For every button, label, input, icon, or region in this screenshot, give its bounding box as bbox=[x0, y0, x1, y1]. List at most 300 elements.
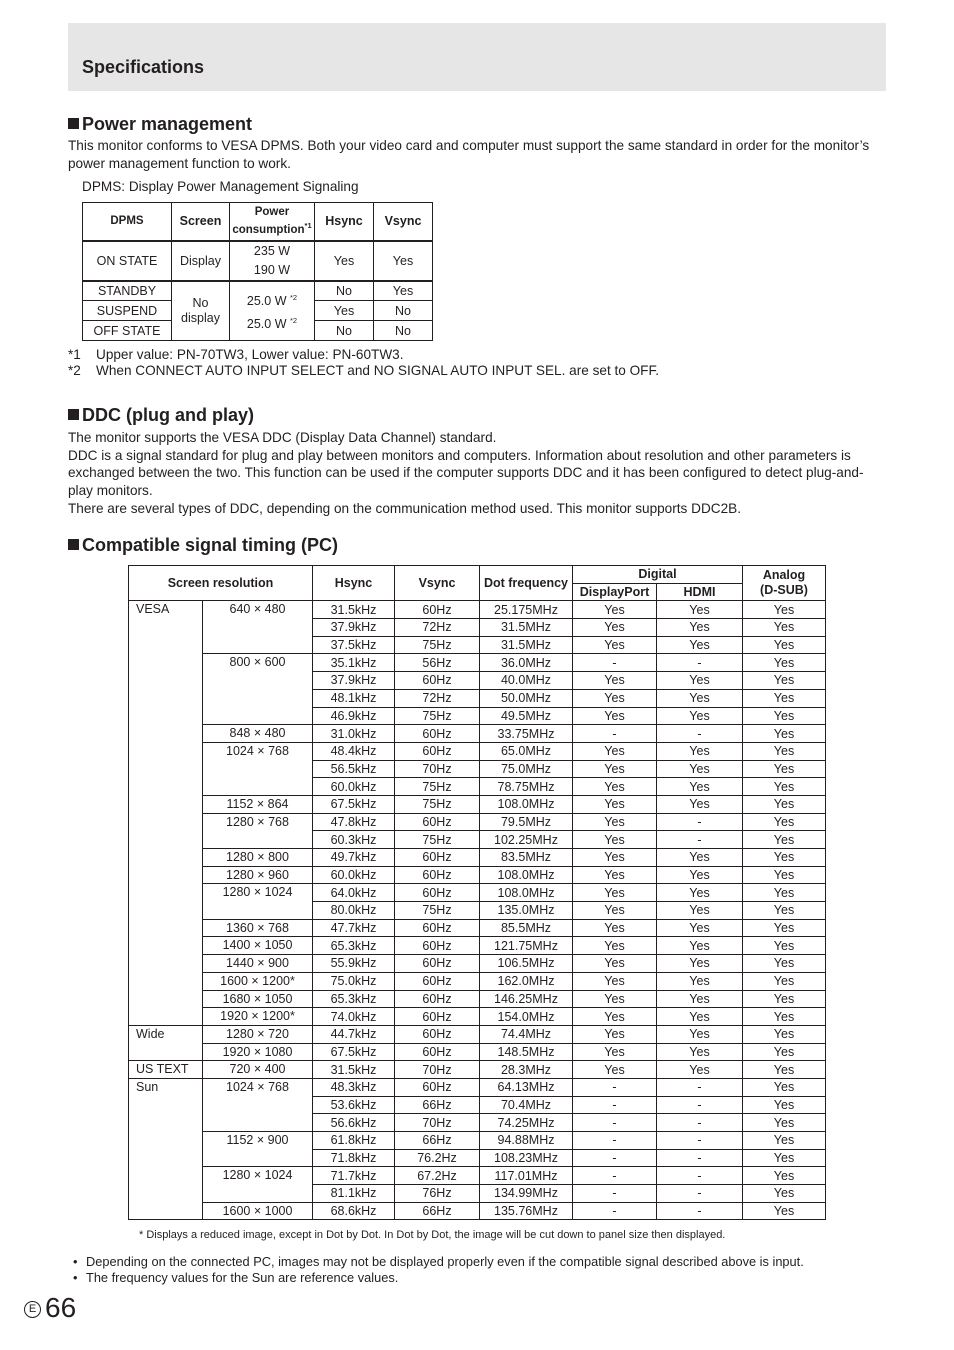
hdmi-cell: Yes bbox=[657, 795, 743, 813]
table-row bbox=[129, 1061, 826, 1079]
analog-cell: Yes bbox=[743, 654, 826, 672]
page-number: E 66 bbox=[24, 1292, 76, 1324]
hsync-cell: 31.0kHz bbox=[313, 725, 395, 743]
resolution-cell: 1152 × 900 bbox=[203, 1132, 313, 1167]
resolution-cell: 1280 × 1024 bbox=[203, 1167, 313, 1202]
table-row bbox=[129, 919, 826, 937]
signal-group-cell: Wide bbox=[129, 1025, 203, 1060]
no-display-cell: No display bbox=[172, 281, 230, 341]
hdmi-cell: Yes bbox=[657, 919, 743, 937]
hsync-cell: 46.9kHz bbox=[313, 707, 395, 725]
hdmi-cell: Yes bbox=[657, 1061, 743, 1079]
table-row bbox=[129, 725, 826, 743]
hdmi-cell: Yes bbox=[657, 601, 743, 619]
table-row bbox=[129, 1043, 826, 1061]
dot-frequency-cell: 135.76MHz bbox=[480, 1202, 573, 1220]
signal-group-cell: US TEXT bbox=[129, 1061, 203, 1079]
hsync-cell: 47.7kHz bbox=[313, 919, 395, 937]
displayport-cell: - bbox=[573, 1185, 657, 1203]
hsync-cell: 53.6kHz bbox=[313, 1096, 395, 1114]
square-bullet-icon bbox=[68, 539, 79, 550]
off-state-hsync: No bbox=[315, 321, 374, 341]
analog-cell: Yes bbox=[743, 1202, 826, 1220]
resolution-cell: 1600 × 1200* bbox=[203, 972, 313, 990]
ddc-body: The monitor supports the VESA DDC (Display Data Channel) standard. DDC is a signal standard for plug and play between monitors and computers. Information about resolution and other parameters is exchanged between the two. This function can be used if the computer supports DDC and it has been configured to detect plug-and-play monitors. There are several types of DDC, depending on the communication method used. This monitor supports DDC2B. bbox=[68, 430, 864, 516]
hdmi-cell: Yes bbox=[657, 902, 743, 920]
vsync-cell: 60Hz bbox=[395, 742, 480, 760]
hdmi-cell: - bbox=[657, 1132, 743, 1150]
hdmi-cell: - bbox=[657, 1078, 743, 1096]
on-state-screen: Display bbox=[172, 241, 230, 281]
dot-frequency-cell: 108.0MHz bbox=[480, 866, 573, 884]
hsync-cell: 67.5kHz bbox=[313, 1043, 395, 1061]
dot-frequency-cell: 146.25MHz bbox=[480, 990, 573, 1008]
analog-cell: Yes bbox=[743, 1114, 826, 1132]
table-row bbox=[129, 849, 826, 867]
hdmi-cell: Yes bbox=[657, 884, 743, 902]
hdmi-cell: Yes bbox=[657, 778, 743, 796]
footnote-1: *1 Upper value: PN-70TW3, Lower value: PN-60TW3. bbox=[68, 347, 404, 362]
displayport-cell: Yes bbox=[573, 1061, 657, 1079]
vsync-cell: 60Hz bbox=[395, 1025, 480, 1043]
analog-cell: Yes bbox=[743, 831, 826, 849]
displayport-cell: Yes bbox=[573, 778, 657, 796]
displayport-cell: Yes bbox=[573, 937, 657, 955]
resolution-cell: 1152 × 864 bbox=[203, 795, 313, 813]
displayport-cell: Yes bbox=[573, 990, 657, 1008]
displayport-cell: - bbox=[573, 1167, 657, 1185]
dot-frequency-cell: 49.5MHz bbox=[480, 707, 573, 725]
hsync-cell: 65.3kHz bbox=[313, 990, 395, 1008]
analog-cell: Yes bbox=[743, 778, 826, 796]
dot-frequency-cell: 121.75MHz bbox=[480, 937, 573, 955]
hsync-cell: 60.3kHz bbox=[313, 831, 395, 849]
on-state-hsync: Yes bbox=[315, 241, 374, 281]
resolution-cell: 800 × 600 bbox=[203, 654, 313, 725]
displayport-cell: Yes bbox=[573, 795, 657, 813]
vsync-cell: 72Hz bbox=[395, 619, 480, 637]
hdmi-cell: Yes bbox=[657, 849, 743, 867]
table-row bbox=[129, 937, 826, 955]
displayport-cell: - bbox=[573, 1149, 657, 1167]
resolution-cell: 1360 × 768 bbox=[203, 919, 313, 937]
on-state-power: 235 W 190 W bbox=[230, 241, 315, 281]
vsync-cell: 75Hz bbox=[395, 902, 480, 920]
table-row bbox=[129, 1202, 826, 1220]
table-row bbox=[129, 884, 826, 902]
vsync-cell: 60Hz bbox=[395, 813, 480, 831]
vsync-header: Vsync bbox=[395, 566, 480, 601]
hdmi-cell: - bbox=[657, 725, 743, 743]
hsync-cell: 37.9kHz bbox=[313, 672, 395, 690]
table-row bbox=[129, 742, 826, 760]
table-row bbox=[129, 1008, 826, 1026]
displayport-cell: Yes bbox=[573, 919, 657, 937]
vsync-cell: 70Hz bbox=[395, 760, 480, 778]
analog-cell: Yes bbox=[743, 866, 826, 884]
analog-cell: Yes bbox=[743, 725, 826, 743]
vsync-cell: 76.2Hz bbox=[395, 1149, 480, 1167]
hsync-cell: 31.5kHz bbox=[313, 1061, 395, 1079]
analog-cell: Yes bbox=[743, 884, 826, 902]
dpms-header: DPMS bbox=[83, 203, 172, 241]
resolution-header: Screen resolution bbox=[129, 566, 313, 601]
hdmi-cell: Yes bbox=[657, 742, 743, 760]
standby-label: STANDBY bbox=[83, 281, 172, 301]
vsync-cell: 60Hz bbox=[395, 866, 480, 884]
table-row bbox=[129, 1025, 826, 1043]
resolution-cell: 1024 × 768 bbox=[203, 742, 313, 795]
resolution-cell: 1280 × 720 bbox=[203, 1025, 313, 1043]
hdmi-cell: - bbox=[657, 654, 743, 672]
hsync-cell: 56.5kHz bbox=[313, 760, 395, 778]
dot-frequency-cell: 74.25MHz bbox=[480, 1114, 573, 1132]
dot-frequency-cell: 154.0MHz bbox=[480, 1008, 573, 1026]
hdmi-cell: Yes bbox=[657, 672, 743, 690]
dot-frequency-cell: 78.75MHz bbox=[480, 778, 573, 796]
vsync-cell: 75Hz bbox=[395, 707, 480, 725]
resolution-cell: 1280 × 960 bbox=[203, 866, 313, 884]
hdmi-cell: Yes bbox=[657, 866, 743, 884]
timing-heading: Compatible signal timing (PC) bbox=[68, 535, 338, 556]
hsync-cell: 61.8kHz bbox=[313, 1132, 395, 1150]
analog-cell: Yes bbox=[743, 619, 826, 637]
power-management-body: This monitor conforms to VESA DPMS. Both your video card and computer must support the same standard in order for the monitor’s power management function to work. bbox=[68, 138, 870, 171]
analog-cell: Yes bbox=[743, 1149, 826, 1167]
resolution-cell: 1680 × 1050 bbox=[203, 990, 313, 1008]
hsync-cell: 48.4kHz bbox=[313, 742, 395, 760]
dot-frequency-cell: 36.0MHz bbox=[480, 654, 573, 672]
dot-frequency-cell: 94.88MHz bbox=[480, 1132, 573, 1150]
hsync-cell: 49.7kHz bbox=[313, 849, 395, 867]
suspend-label: SUSPEND bbox=[83, 301, 172, 321]
displayport-cell: - bbox=[573, 1078, 657, 1096]
table-row bbox=[129, 972, 826, 990]
displayport-cell: Yes bbox=[573, 760, 657, 778]
edition-badge: E bbox=[24, 1301, 41, 1318]
analog-cell: Yes bbox=[743, 795, 826, 813]
screen-header: Screen bbox=[172, 203, 230, 241]
vsync-cell: 56Hz bbox=[395, 654, 480, 672]
table-row bbox=[129, 795, 826, 813]
dot-frequency-cell: 102.25MHz bbox=[480, 831, 573, 849]
table-row bbox=[129, 866, 826, 884]
on-state-label: ON STATE bbox=[83, 241, 172, 281]
analog-cell: Yes bbox=[743, 1096, 826, 1114]
low-power-cell: 25.0 W $^{*2}$ 25.0 W $^{*2}$ bbox=[230, 281, 315, 341]
resolution-cell: 1024 × 768 bbox=[203, 1078, 313, 1131]
vsync-cell: 75Hz bbox=[395, 636, 480, 654]
dot-frequency-cell: 75.0MHz bbox=[480, 760, 573, 778]
hsync-cell: 71.7kHz bbox=[313, 1167, 395, 1185]
vsync-cell: 66Hz bbox=[395, 1202, 480, 1220]
off-state-vsync: No bbox=[374, 321, 433, 341]
displayport-cell: - bbox=[573, 1202, 657, 1220]
vsync-cell: 60Hz bbox=[395, 884, 480, 902]
analog-cell: Yes bbox=[743, 1008, 826, 1026]
hdmi-cell: - bbox=[657, 1114, 743, 1132]
standby-vsync: Yes bbox=[374, 281, 433, 301]
resolution-cell: 1440 × 900 bbox=[203, 955, 313, 973]
displayport-cell: Yes bbox=[573, 1008, 657, 1026]
hsync-cell: 74.0kHz bbox=[313, 1008, 395, 1026]
displayport-cell: Yes bbox=[573, 742, 657, 760]
analog-cell: Yes bbox=[743, 636, 826, 654]
displayport-cell: Yes bbox=[573, 636, 657, 654]
hsync-cell: 64.0kHz bbox=[313, 884, 395, 902]
resolution-cell: 1400 × 1050 bbox=[203, 937, 313, 955]
displayport-cell: Yes bbox=[573, 902, 657, 920]
dpms-table bbox=[82, 202, 433, 341]
reduced-image-note: * Displays a reduced image, except in Dot by Dot. In Dot by Dot, the image will be cut down to panel size then displayed. bbox=[139, 1229, 726, 1241]
dot-frequency-cell: 65.0MHz bbox=[480, 742, 573, 760]
dot-frequency-cell: 117.01MHz bbox=[480, 1167, 573, 1185]
analog-cell: Yes bbox=[743, 742, 826, 760]
dot-frequency-cell: 31.5MHz bbox=[480, 636, 573, 654]
vsync-cell: 60Hz bbox=[395, 1078, 480, 1096]
vsync-cell: 70Hz bbox=[395, 1114, 480, 1132]
hdmi-cell: Yes bbox=[657, 937, 743, 955]
table-row bbox=[129, 813, 826, 831]
suspend-hsync: Yes bbox=[315, 301, 374, 321]
on-state-vsync: Yes bbox=[374, 241, 433, 281]
hdmi-cell: Yes bbox=[657, 972, 743, 990]
hdmi-cell: Yes bbox=[657, 707, 743, 725]
analog-cell: Yes bbox=[743, 1132, 826, 1150]
ddc-heading: DDC (plug and play) bbox=[68, 405, 254, 426]
hsync-cell: 56.6kHz bbox=[313, 1114, 395, 1132]
resolution-cell: 1600 × 1000 bbox=[203, 1202, 313, 1220]
analog-cell: Yes bbox=[743, 919, 826, 937]
vsync-cell: 67.2Hz bbox=[395, 1167, 480, 1185]
dot-frequency-cell: 74.4MHz bbox=[480, 1025, 573, 1043]
vsync-cell: 60Hz bbox=[395, 601, 480, 619]
table-row bbox=[129, 990, 826, 1008]
displayport-cell: - bbox=[573, 654, 657, 672]
displayport-cell: Yes bbox=[573, 866, 657, 884]
displayport-cell: Yes bbox=[573, 849, 657, 867]
hdmi-cell: Yes bbox=[657, 1025, 743, 1043]
timing-table bbox=[128, 565, 826, 1220]
page-title: Specifications bbox=[82, 57, 205, 77]
hdmi-cell: - bbox=[657, 1096, 743, 1114]
analog-cell: Yes bbox=[743, 1061, 826, 1079]
dot-frequency-cell: 134.99MHz bbox=[480, 1185, 573, 1203]
off-state-label: OFF STATE bbox=[83, 321, 172, 341]
hdmi-cell: Yes bbox=[657, 1008, 743, 1026]
analog-cell: Yes bbox=[743, 1167, 826, 1185]
analog-cell: Yes bbox=[743, 760, 826, 778]
analog-cell: Yes bbox=[743, 672, 826, 690]
analog-cell: Yes bbox=[743, 601, 826, 619]
dot-frequency-cell: 50.0MHz bbox=[480, 689, 573, 707]
analog-cell: Yes bbox=[743, 813, 826, 831]
displayport-cell: - bbox=[573, 1114, 657, 1132]
vsync-header: Vsync bbox=[374, 203, 433, 241]
vsync-cell: 70Hz bbox=[395, 1061, 480, 1079]
dot-frequency-cell: 64.13MHz bbox=[480, 1078, 573, 1096]
vsync-cell: 60Hz bbox=[395, 972, 480, 990]
hdmi-cell: - bbox=[657, 813, 743, 831]
analog-cell: Yes bbox=[743, 1043, 826, 1061]
analog-cell: Yes bbox=[743, 937, 826, 955]
displayport-cell: Yes bbox=[573, 955, 657, 973]
hsync-cell: 81.1kHz bbox=[313, 1185, 395, 1203]
displayport-cell: Yes bbox=[573, 884, 657, 902]
hdmi-cell: Yes bbox=[657, 636, 743, 654]
hdmi-cell: Yes bbox=[657, 990, 743, 1008]
resolution-cell: 1920 × 1080 bbox=[203, 1043, 313, 1061]
displayport-cell: Yes bbox=[573, 813, 657, 831]
dot-frequency-cell: 135.0MHz bbox=[480, 902, 573, 920]
hsync-cell: 71.8kHz bbox=[313, 1149, 395, 1167]
hdmi-cell: - bbox=[657, 1149, 743, 1167]
hsync-cell: 37.5kHz bbox=[313, 636, 395, 654]
analog-cell: Yes bbox=[743, 902, 826, 920]
table-row bbox=[129, 1132, 826, 1150]
dot-frequency-cell: 162.0MHz bbox=[480, 972, 573, 990]
hsync-cell: 48.1kHz bbox=[313, 689, 395, 707]
hdmi-cell: - bbox=[657, 1167, 743, 1185]
power-header: Power consumption$^{*1}$ bbox=[230, 203, 315, 241]
dot-frequency-cell: 85.5MHz bbox=[480, 919, 573, 937]
analog-cell: Yes bbox=[743, 990, 826, 1008]
displayport-cell: Yes bbox=[573, 707, 657, 725]
vsync-cell: 72Hz bbox=[395, 689, 480, 707]
suspend-vsync: No bbox=[374, 301, 433, 321]
dot-frequency-cell: 108.0MHz bbox=[480, 884, 573, 902]
table-row bbox=[129, 955, 826, 973]
hsync-cell: 44.7kHz bbox=[313, 1025, 395, 1043]
vsync-cell: 60Hz bbox=[395, 990, 480, 1008]
analog-cell: Yes bbox=[743, 955, 826, 973]
note-item: • The frequency values for the Sun are reference values. bbox=[73, 1269, 399, 1285]
displayport-cell: Yes bbox=[573, 1043, 657, 1061]
hdmi-cell: - bbox=[657, 831, 743, 849]
hsync-cell: 68.6kHz bbox=[313, 1202, 395, 1220]
vsync-cell: 60Hz bbox=[395, 849, 480, 867]
vsync-cell: 60Hz bbox=[395, 937, 480, 955]
hdmi-cell: - bbox=[657, 1185, 743, 1203]
displayport-cell: - bbox=[573, 725, 657, 743]
dot-frequency-cell: 70.4MHz bbox=[480, 1096, 573, 1114]
resolution-cell: 1920 × 1200* bbox=[203, 1008, 313, 1026]
displayport-cell: Yes bbox=[573, 972, 657, 990]
displayport-cell: - bbox=[573, 1132, 657, 1150]
vsync-cell: 60Hz bbox=[395, 725, 480, 743]
standby-hsync: No bbox=[315, 281, 374, 301]
vsync-cell: 60Hz bbox=[395, 672, 480, 690]
hsync-cell: 65.3kHz bbox=[313, 937, 395, 955]
note-item: • Depending on the connected PC, images may not be displayed properly even if the compatible signal described above is input. bbox=[73, 1254, 804, 1269]
resolution-cell: 1280 × 800 bbox=[203, 849, 313, 867]
dot-frequency-header: Dot frequency bbox=[480, 566, 573, 601]
dot-frequency-cell: 106.5MHz bbox=[480, 955, 573, 973]
square-bullet-icon bbox=[68, 118, 79, 129]
hsync-cell: 31.5kHz bbox=[313, 601, 395, 619]
hsync-cell: 60.0kHz bbox=[313, 866, 395, 884]
resolution-cell: 1280 × 768 bbox=[203, 813, 313, 848]
displayport-cell: Yes bbox=[573, 672, 657, 690]
hsync-cell: 67.5kHz bbox=[313, 795, 395, 813]
analog-cell: Yes bbox=[743, 689, 826, 707]
vsync-cell: 76Hz bbox=[395, 1185, 480, 1203]
resolution-cell: 848 × 480 bbox=[203, 725, 313, 743]
hdmi-cell: Yes bbox=[657, 689, 743, 707]
displayport-cell: Yes bbox=[573, 619, 657, 637]
hsync-cell: 60.0kHz bbox=[313, 778, 395, 796]
hdmi-cell: Yes bbox=[657, 955, 743, 973]
table-row bbox=[129, 654, 826, 672]
hsync-header: Hsync bbox=[313, 566, 395, 601]
vsync-cell: 60Hz bbox=[395, 1008, 480, 1026]
dot-frequency-cell: 31.5MHz bbox=[480, 619, 573, 637]
hdmi-cell: Yes bbox=[657, 619, 743, 637]
hsync-cell: 47.8kHz bbox=[313, 813, 395, 831]
hdmi-cell: Yes bbox=[657, 1043, 743, 1061]
analog-cell: Yes bbox=[743, 1078, 826, 1096]
notes-list bbox=[73, 1254, 804, 1285]
displayport-cell: Yes bbox=[573, 831, 657, 849]
analog-cell: Yes bbox=[743, 1025, 826, 1043]
hsync-cell: 80.0kHz bbox=[313, 902, 395, 920]
displayport-cell: Yes bbox=[573, 1025, 657, 1043]
analog-cell: Yes bbox=[743, 1185, 826, 1203]
analog-header: Analog (D-SUB) bbox=[743, 566, 826, 601]
vsync-cell: 75Hz bbox=[395, 831, 480, 849]
hsync-cell: 75.0kHz bbox=[313, 972, 395, 990]
dot-frequency-cell: 108.0MHz bbox=[480, 795, 573, 813]
hsync-cell: 48.3kHz bbox=[313, 1078, 395, 1096]
hdmi-cell: Yes bbox=[657, 760, 743, 778]
table-row bbox=[129, 1078, 826, 1096]
analog-cell: Yes bbox=[743, 849, 826, 867]
resolution-cell: 640 × 480 bbox=[203, 601, 313, 654]
displayport-cell: - bbox=[573, 1096, 657, 1114]
displayport-cell: Yes bbox=[573, 601, 657, 619]
hsync-header: Hsync bbox=[315, 203, 374, 241]
displayport-cell: Yes bbox=[573, 689, 657, 707]
hdmi-header: HDMI bbox=[657, 583, 743, 601]
hsync-cell: 35.1kHz bbox=[313, 654, 395, 672]
signal-group-cell: Sun bbox=[129, 1078, 203, 1220]
vsync-cell: 66Hz bbox=[395, 1096, 480, 1114]
dot-frequency-cell: 33.75MHz bbox=[480, 725, 573, 743]
dot-frequency-cell: 83.5MHz bbox=[480, 849, 573, 867]
analog-cell: Yes bbox=[743, 972, 826, 990]
signal-group-cell: VESA bbox=[129, 601, 203, 1026]
dpms-note: DPMS: Display Power Management Signaling bbox=[82, 179, 359, 194]
resolution-cell: 720 × 400 bbox=[203, 1061, 313, 1079]
dot-frequency-cell: 25.175MHz bbox=[480, 601, 573, 619]
dot-frequency-cell: 40.0MHz bbox=[480, 672, 573, 690]
dot-frequency-cell: 148.5MHz bbox=[480, 1043, 573, 1061]
hsync-cell: 37.9kHz bbox=[313, 619, 395, 637]
dot-frequency-cell: 28.3MHz bbox=[480, 1061, 573, 1079]
table-row bbox=[129, 601, 826, 619]
dot-frequency-cell: 79.5MHz bbox=[480, 813, 573, 831]
vsync-cell: 75Hz bbox=[395, 778, 480, 796]
vsync-cell: 60Hz bbox=[395, 919, 480, 937]
analog-cell: Yes bbox=[743, 707, 826, 725]
square-bullet-icon bbox=[68, 409, 79, 420]
vsync-cell: 66Hz bbox=[395, 1132, 480, 1150]
resolution-cell: 1280 × 1024 bbox=[203, 884, 313, 919]
vsync-cell: 60Hz bbox=[395, 1043, 480, 1061]
displayport-header: DisplayPort bbox=[573, 583, 657, 601]
hsync-cell: 55.9kHz bbox=[313, 955, 395, 973]
hdmi-cell: - bbox=[657, 1202, 743, 1220]
